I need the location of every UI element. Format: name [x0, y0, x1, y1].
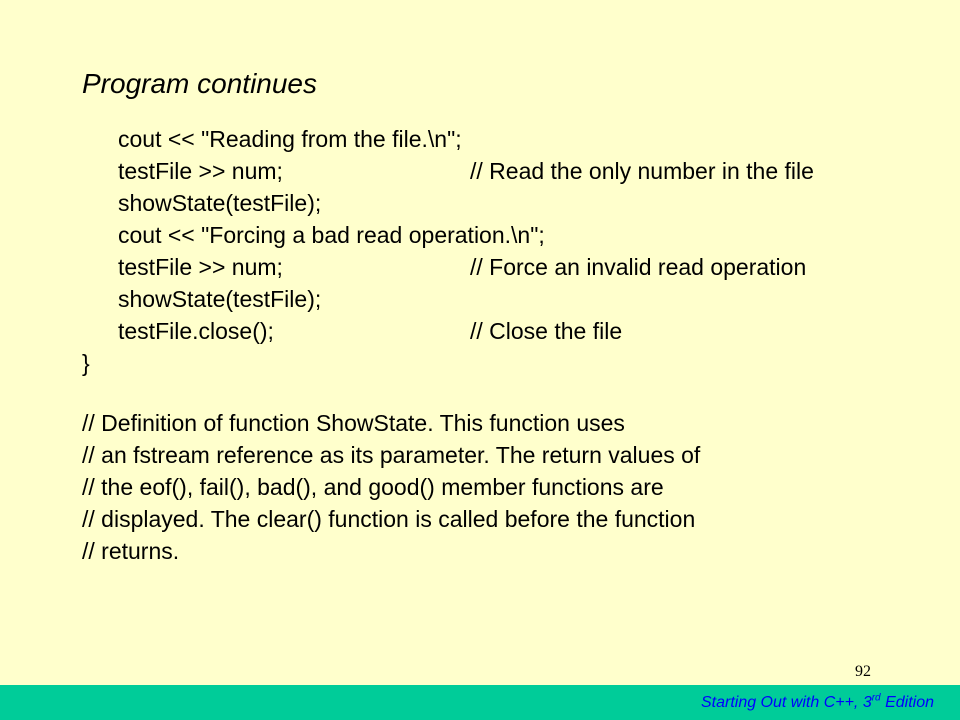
code-line: cout << "Forcing a bad read operation.\n"; [118, 222, 545, 248]
code-line: cout << "Reading from the file.\n"; [118, 126, 462, 152]
code-line: showState(testFile); [118, 190, 322, 216]
comment-line: // returns. [82, 538, 180, 564]
comment-line: // the eof(), fail(), bad(), and good() member functions are [82, 474, 664, 500]
comment-line: // an fstream reference as its parameter. The return values of [82, 442, 701, 468]
code-comment: // Close the file [470, 318, 623, 344]
footer-book-title [701, 693, 934, 713]
footer-edition-superscript: rd [871, 692, 881, 704]
code-comment: // Read the only number in the file [470, 158, 814, 184]
code-line: testFile.close(); [118, 318, 274, 344]
footer-edition-word: Edition [880, 694, 934, 711]
code-closing-brace: } [82, 350, 90, 376]
code-comment: // Force an invalid read operation [470, 254, 807, 280]
slide-title: Program continues [82, 68, 318, 99]
comment-line: // displayed. The clear() function is called before the function [82, 506, 696, 532]
code-line: testFile >> num; [118, 158, 283, 184]
comment-line: // Definition of function ShowState. This function uses [82, 410, 625, 436]
code-line: showState(testFile); [118, 286, 322, 312]
page-number: 92 [855, 663, 871, 680]
footer-title-text: Starting Out with C++, 3 [700, 694, 872, 711]
code-line: testFile >> num; [118, 254, 283, 280]
footer-bar [0, 685, 960, 720]
